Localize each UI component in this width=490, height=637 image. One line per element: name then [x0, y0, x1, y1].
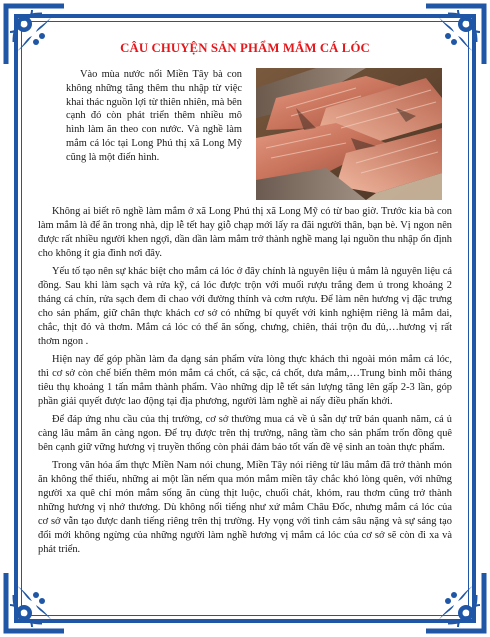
ornament-corner-icon	[422, 569, 488, 635]
intro-paragraph: Vào mùa nước nổi Miền Tây bà con không những tăng thêm thu nhập từ việc khai thác nguồn lợi từ thiên nhiên, mà bên cạnh đó còn phát triển thêm nhiều mô hình làm ăn theo con nước. Và nghề làm mắm cá lóc tại Long Phú thị xã Long Mỹ cũng là một điển hình.	[66, 69, 242, 163]
page-title: CÂU CHUYỆN SẢN PHẨM MẮM CÁ LÓC	[120, 41, 370, 55]
ornament-corner-icon	[2, 569, 68, 635]
body-paragraph: Trong văn hóa ẩm thực Miền Nam nói chung, Miền Tây nói riêng từ lâu mắm đã trở thành món ăn không thể thiếu, những ai một lần nếm qua món mắm miền tây chắc khó lòng quên, với những người xa quê chỉ món mắm sống ăn cùng thịt luộc, chuối chát, khóm, rau thơm cũng trở thành những hương vị nhớ thương. Dù không nổi tiếng như xứ mắm Châu Đốc, nhưng mắm cá lóc của cơ sở vẫn tạo được danh tiếng riêng trên thị trường. Hy vọng với tình cảm sâu nặng và sự sáng tạo đổi mới không ngừng của những người làm nghề hương vị mắm cá lóc của cơ sở sẽ còn đi xa và phát triển.	[38, 460, 452, 555]
fermented-snakehead-fish-photo	[256, 68, 442, 200]
body-paragraph: Hiện nay để góp phần làm đa dạng sản phẩm vừa lòng thực khách thì ngoài món mắm cá lóc, thì cơ sở còn chế biến thêm món mắm cá chốt, cá sặc, cá chốt, dưa mắm,…Trung bình mỗi tháng tiêu thụ khoảng 1 tấn mắm thành phẩm. Vào những dịp lễ tết sản lượng tăng lên gấp 2-3 lần, góp phần giải quyết được lao động tại địa phương, người làm nghề ai nấy điều phấn khởi.	[38, 354, 452, 407]
body-paragraph: Để đáp ứng nhu cầu của thị trường, cơ sở thường mua cá về ủ sẵn dự trữ bán quanh năm, cá ủ càng lâu mắm ăn càng ngon. Để trụ được trên thị trường, nâng tầm cho sản phẩm trốn đồng quê bên cạnh giữ vững hương vị truyền thống còn phải đảm bảo tốt vấn đề vệ sinh an toàn thực phẩm.	[38, 414, 452, 453]
body-paragraph: Yếu tố tạo nên sự khác biệt cho mắm cá lóc ở đây chính là nguyên liệu ủ mắm là nguyên liệu cá đồng. Sau khi làm sạch và rửa kỹ, cá lóc được trộn với muối rượu trắng đem ủ trong khoảng 2 tháng cá chín, rửa sạch đem đi chao với đường thính và cơm rượu. Để làm nên hương vị đặc trưng cho sản phẩm, giữ chân thực khách cơ sở có những bí quyết với kinh nghiệm riêng là mắm dai, chắc, thịt đỏ và thơm. Mắm cá lóc có thể ăn sống, chưng, chiên, thái trộn đu đủ,…hương vị rất thơm ngon .	[38, 266, 452, 347]
intro-section	[38, 68, 452, 200]
body-paragraph: Không ai biết rõ nghề làm mắm ở xã Long Phú thị xã Long Mỹ có từ bao giờ. Trước kia bà con làm mắm là để ăn trong nhà, dịp lễ tết hay giỗ chạp mới lấy ra đãi người thân, bạn bè. Vị ngon nên được rất nhiều người khen ngợi, dần dần làm mắm trở thành nghề mang lại nguồn thu nhập ổn định cho không ít gia đình nơi đây.	[38, 206, 452, 259]
article-body	[38, 36, 452, 561]
